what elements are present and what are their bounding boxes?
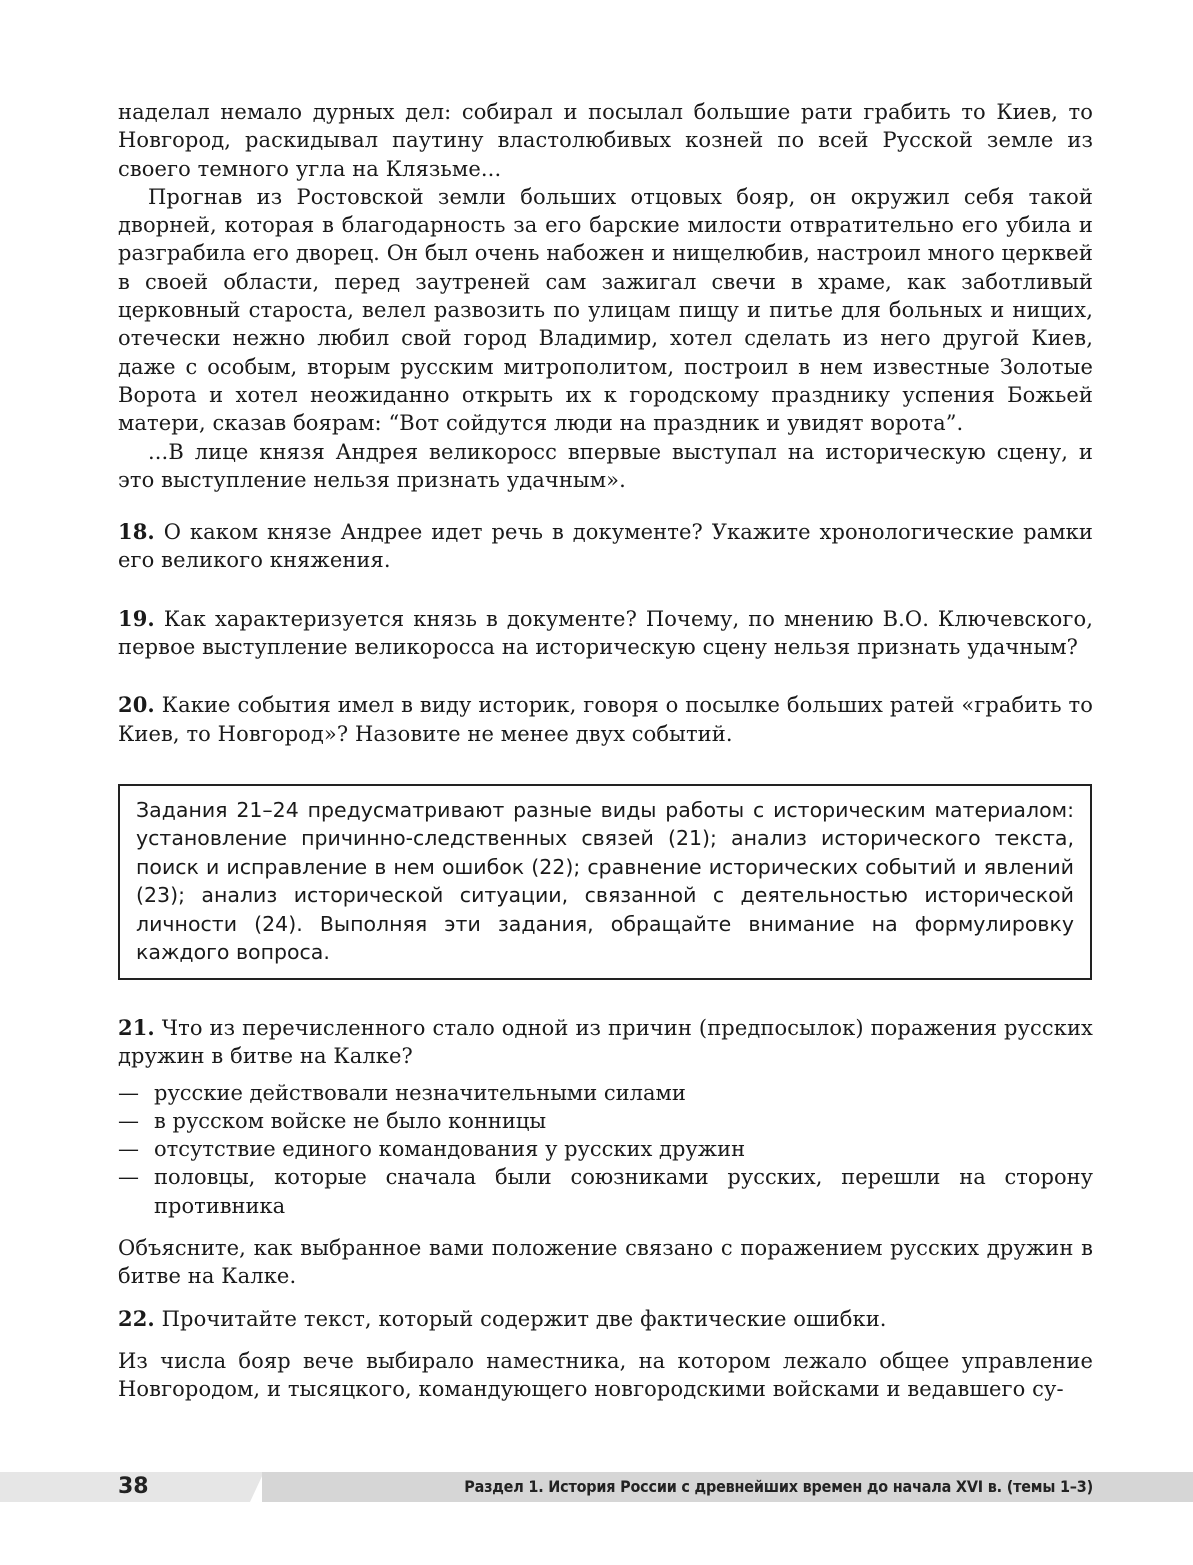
option-text: половцы, которые сначала были союзниками русских, перешли на сторону противника (154, 1165, 1093, 1218)
question-text: Как характеризуется князь в документе? Почему, по мнению В.О. Ключевского, первое выступление великоросса на историческую сцену нельзя признать удачным? (118, 606, 1093, 660)
option-text: русские действовали незначительными силами (154, 1080, 686, 1105)
question-number: 22. (118, 1305, 155, 1331)
question-text: О каком князе Андрее идет речь в документе? Укажите хронологические рамки его великого княжения. (118, 520, 1093, 573)
question-text: Какие события имел в виду историк, говоря о посылке больших ратей «грабить то Киев, то Новгород»? Назовите не менее двух событий. (118, 693, 1093, 746)
page-content (118, 98, 1093, 1404)
option-item (118, 1079, 1093, 1107)
option-text: в русском войске не было конницы (154, 1108, 547, 1133)
question-number: 18. (118, 519, 155, 545)
option-item (118, 1163, 1093, 1220)
document-paragraph-3: ...В лице князя Андрея великоросс впервые выступал на историческую сцену, и это выступление нельзя признать удачным». (118, 439, 1093, 492)
question-21 (118, 1014, 1093, 1071)
question-20 (118, 691, 1093, 748)
dash-marker: — (118, 1080, 139, 1105)
question-number: 20. (118, 692, 155, 718)
document-paragraph-1: наделал немало дурных дел: собирал и посылал большие рати грабить то Киев, то Новгород, раскидывал паутину властолюбивых козней по всей Русской земле из своего темного угла на Клязьме... (118, 100, 1093, 181)
option-text: отсутствие единого командования у русских дружин (154, 1137, 746, 1162)
question-22 (118, 1305, 1093, 1333)
question-21-followup: Объясните, как выбранное вами положение связано с поражением русских дружин в битве на Калке. (118, 1236, 1093, 1289)
question-22-text: Из числа бояр вече выбирало наместника, на котором лежало общее управление Новгородом, и тысяцкого, командующего новгородскими войсками и ведавшего су- (118, 1348, 1093, 1402)
dash-marker: — (118, 1165, 139, 1190)
dash-marker: — (118, 1137, 139, 1162)
option-item (118, 1107, 1093, 1135)
question-18 (118, 518, 1093, 575)
option-item (118, 1135, 1093, 1163)
page-footer (0, 1468, 1193, 1504)
section-title: Раздел 1. История России с древнейших времен до начала XVI в. (темы 1–3) (464, 1477, 1093, 1496)
question-19 (118, 605, 1093, 662)
page-number: 38 (118, 1474, 149, 1499)
answer-options (118, 1079, 1093, 1220)
dash-marker: — (118, 1108, 139, 1133)
question-number: 21. (118, 1014, 155, 1040)
question-text: Прочитайте текст, который содержит две фактические ошибки. (161, 1306, 887, 1331)
question-text: Что из перечисленного стало одной из причин (предпосылок) поражения русских дружин в битве на Калке? (118, 1015, 1093, 1069)
question-number: 19. (118, 605, 155, 631)
document-paragraph-2: Прогнав из Ростовской земли больших отцовых бояр, он окружил себя такой дворней, которая в благодарность за его барские милости отвратительно его убила и разграбила его дворец. Он был очень набожен и нищелюбив, настроил много церквей в своей области, перед заутреней сам зажигал свечи в храме, как заботливый церковный староста, велел развозить по улицам пищу и питье для больных и нищих, отечески нежно любил свой город Владимир, хотел сделать из него другой Киев, даже с особым, вторым русским митрополитом, построил в нем известные Золотые Ворота и хотел неожиданно открыть их к городскому празднику успения Божьей матери, сказав боярам: “Вот сойдутся люди на праздник и увидят ворота”. (118, 184, 1093, 436)
info-box: Задания 21–24 предусматривают разные виды работы с историческим материалом: установление причинно-следственных связей (21); анализ исторического текста, поиск и исправление в нем ошибок (22); сравнение исторических событий и явлений (23); анализ исторической ситуации, связанной с деятельностью исторической личности (24). Выполняя эти задания, обращайте внимание на формулировку каждого вопроса. (118, 784, 1092, 980)
